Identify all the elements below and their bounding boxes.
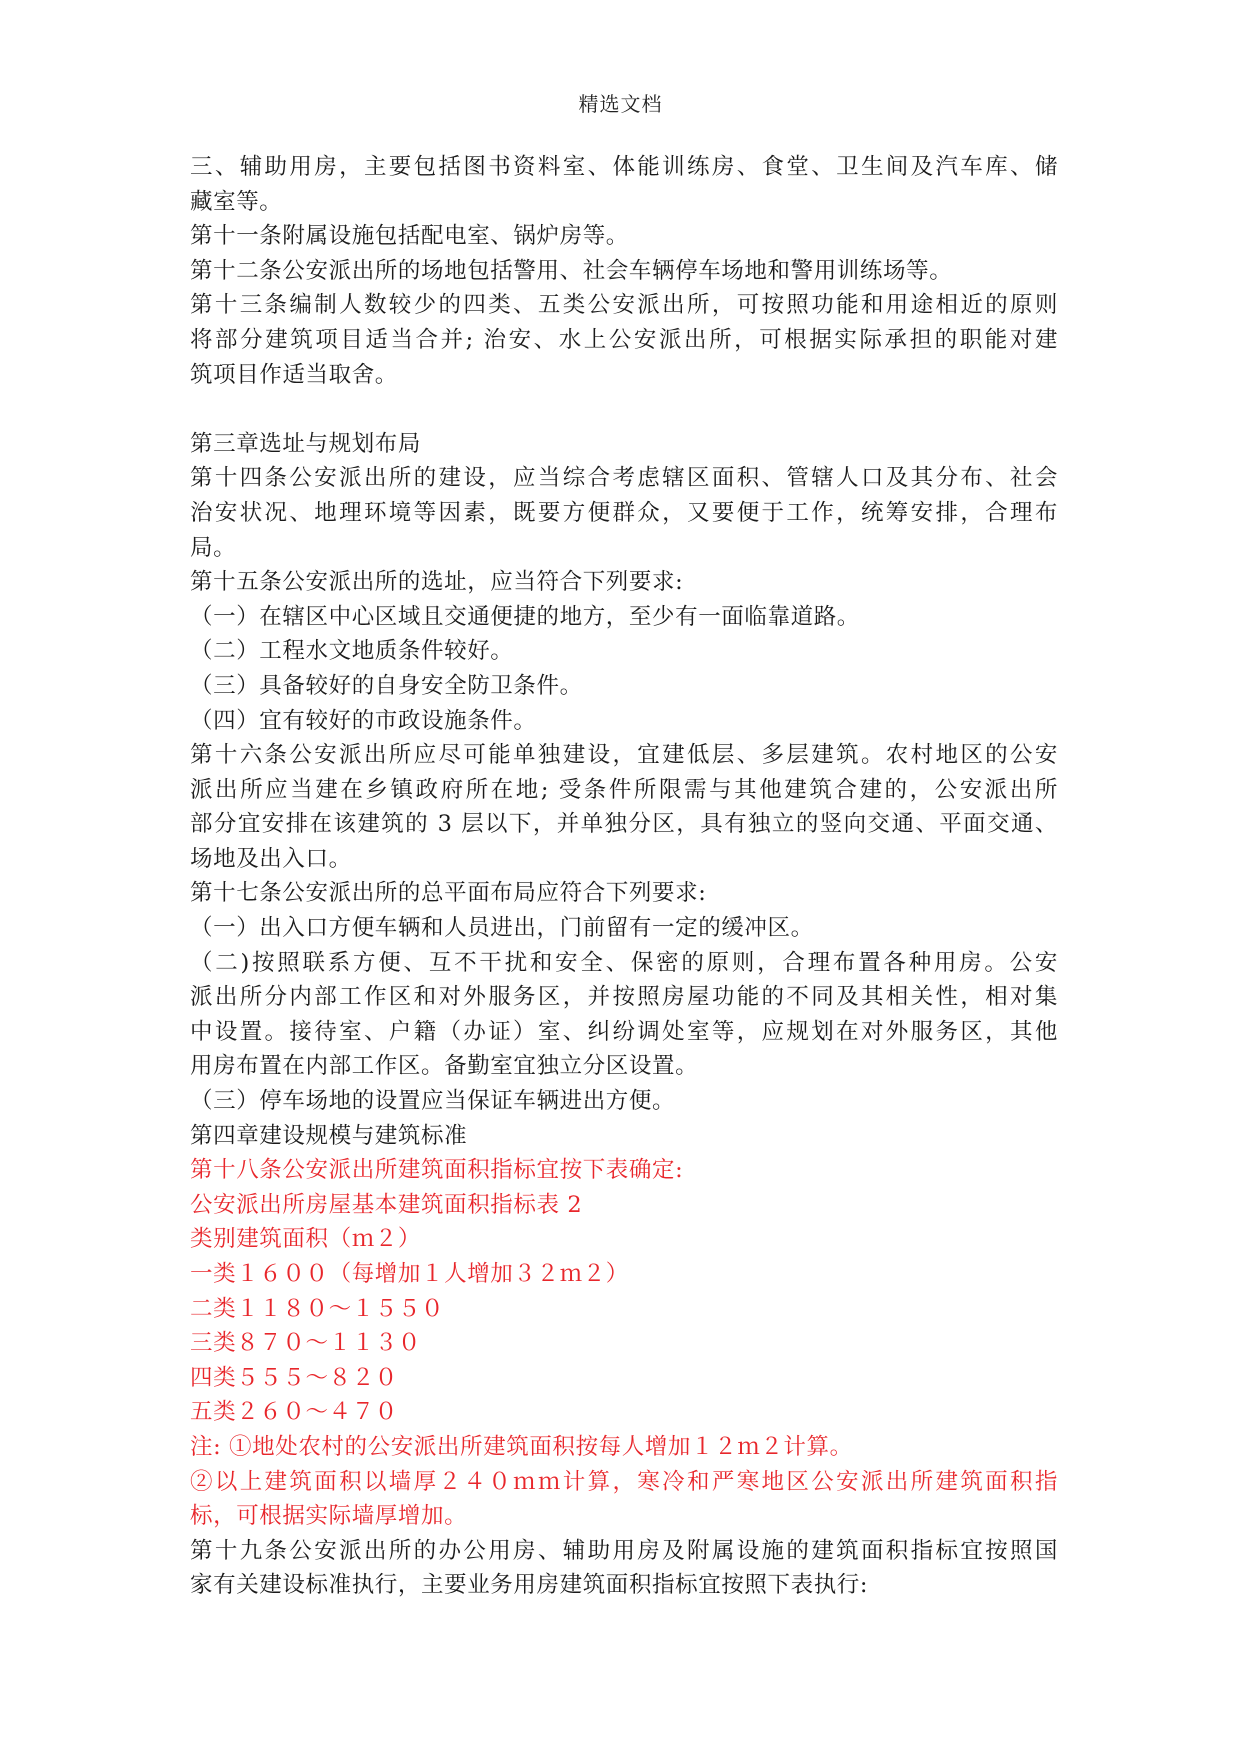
- text-line: （三）停车场地的设置应当保证车辆进出方便。: [190, 1088, 676, 1115]
- text-line: 第十四条公安派出所的建设，应当综合考虑辖区面积、管辖人口及其分布、社会: [190, 465, 1058, 492]
- text-line: 第十三条编制人数较少的四类、五类公安派出所，可按照功能和用途相近的原则: [190, 292, 1058, 319]
- text-line: 注: ①地处农村的公安派出所建筑面积按每人增加１２ｍ２计算。: [190, 1433, 853, 1460]
- text-line: 第十七条公安派出所的总平面布局应符合下列要求:: [190, 880, 707, 907]
- text-line: 第十一条附属设施包括配电室、锅炉房等。: [190, 223, 629, 250]
- text-line: 局。: [190, 534, 237, 561]
- text-line: 三、辅助用房，主要包括图书资料室、体能训练房、食堂、卫生间及汽车库、储: [190, 154, 1058, 180]
- blank-line: [190, 392, 1058, 427]
- text-line: 派出所分内部工作区和对外服务区，并按照房屋功能的不同及其相关性，相对集: [190, 984, 1058, 1011]
- text-line: 公安派出所房屋基本建筑面积指标表 2: [190, 1191, 583, 1218]
- text-line: 场地及出入口。: [190, 845, 352, 872]
- text-line: 治安状况、地理环境等因素，既要方便群众，又要便于工作，统筹安排，合理布: [190, 499, 1058, 526]
- text-line: ②以上建筑面积以墙厚２４０ｍｍ计算，寒冷和严寒地区公安派出所建筑面积指: [190, 1468, 1058, 1495]
- text-line: 第十六条公安派出所应尽可能单独建设，宜建低层、多层建筑。农村地区的公安: [190, 742, 1058, 769]
- text-line: 一类１６００（每增加１人增加３２ｍ２）: [190, 1261, 629, 1287]
- text-line: （四）宜有较好的市政设施条件。: [190, 707, 537, 734]
- text-line: 第十八条公安派出所建筑面积指标宜按下表确定:: [190, 1157, 684, 1184]
- text-line: 将部分建筑项目适当合并; 治安、水上公安派出所，可根据实际承担的职能对建: [190, 326, 1058, 353]
- text-line: （二)按照联系方便、互不干扰和安全、保密的原则，合理布置各种用房。公安: [190, 949, 1058, 976]
- text-line: 三类８７０～１１３０: [190, 1330, 422, 1357]
- text-line: 第四章建设规模与建筑标准: [190, 1122, 468, 1149]
- text-line: 类别建筑面积（ｍ２）: [190, 1226, 422, 1253]
- text-line: 家有关建设标准执行，主要业务用房建筑面积指标宜按照下表执行:: [190, 1572, 869, 1599]
- text-line: 二类１１８０～１５５０: [190, 1295, 445, 1322]
- text-line: （二）工程水文地质条件较好。: [190, 638, 514, 665]
- text-line: 第十二条公安派出所的场地包括警用、社会车辆停车场地和警用训练场等。: [190, 257, 953, 284]
- page-header: 精选文档: [578, 92, 663, 116]
- text-line: 藏室等。: [190, 188, 283, 215]
- text-line: 派出所应当建在乡镇政府所在地; 受条件所限需与其他建筑合建的，公安派出所: [190, 776, 1058, 803]
- text-line: 五类２６０～４７０: [190, 1399, 398, 1426]
- text-line: 第三章选址与规划布局: [190, 430, 422, 457]
- document-body: [190, 150, 1058, 1603]
- text-line: 部分宜安排在该建筑的 3 层以下，并单独分区，具有独立的竖向交通、平面交通、: [190, 811, 1058, 838]
- text-line: 用房布置在内部工作区。备勤室宜独立分区设置。: [190, 1053, 699, 1080]
- text-line: 四类５５５～８２０: [190, 1364, 398, 1391]
- text-line: （一）出入口方便车辆和人员进出，门前留有一定的缓冲区。: [190, 915, 814, 942]
- text-line: （三）具备较好的自身安全防卫条件。: [190, 672, 583, 699]
- text-line: 第十五条公安派出所的选址，应当符合下列要求:: [190, 569, 684, 596]
- text-line: （一）在辖区中心区域且交通便捷的地方，至少有一面临靠道路。: [190, 603, 860, 630]
- text-line: 第十九条公安派出所的办公用房、辅助用房及附属设施的建筑面积指标宜按照国: [190, 1537, 1058, 1564]
- text-line: 中设置。接待室、户籍（办证）室、纠纷调处室等，应规划在对外服务区，其他: [190, 1018, 1058, 1045]
- text-line: 筑项目作适当取舍。: [190, 361, 398, 388]
- text-line: 标，可根据实际墙厚增加。: [190, 1503, 468, 1530]
